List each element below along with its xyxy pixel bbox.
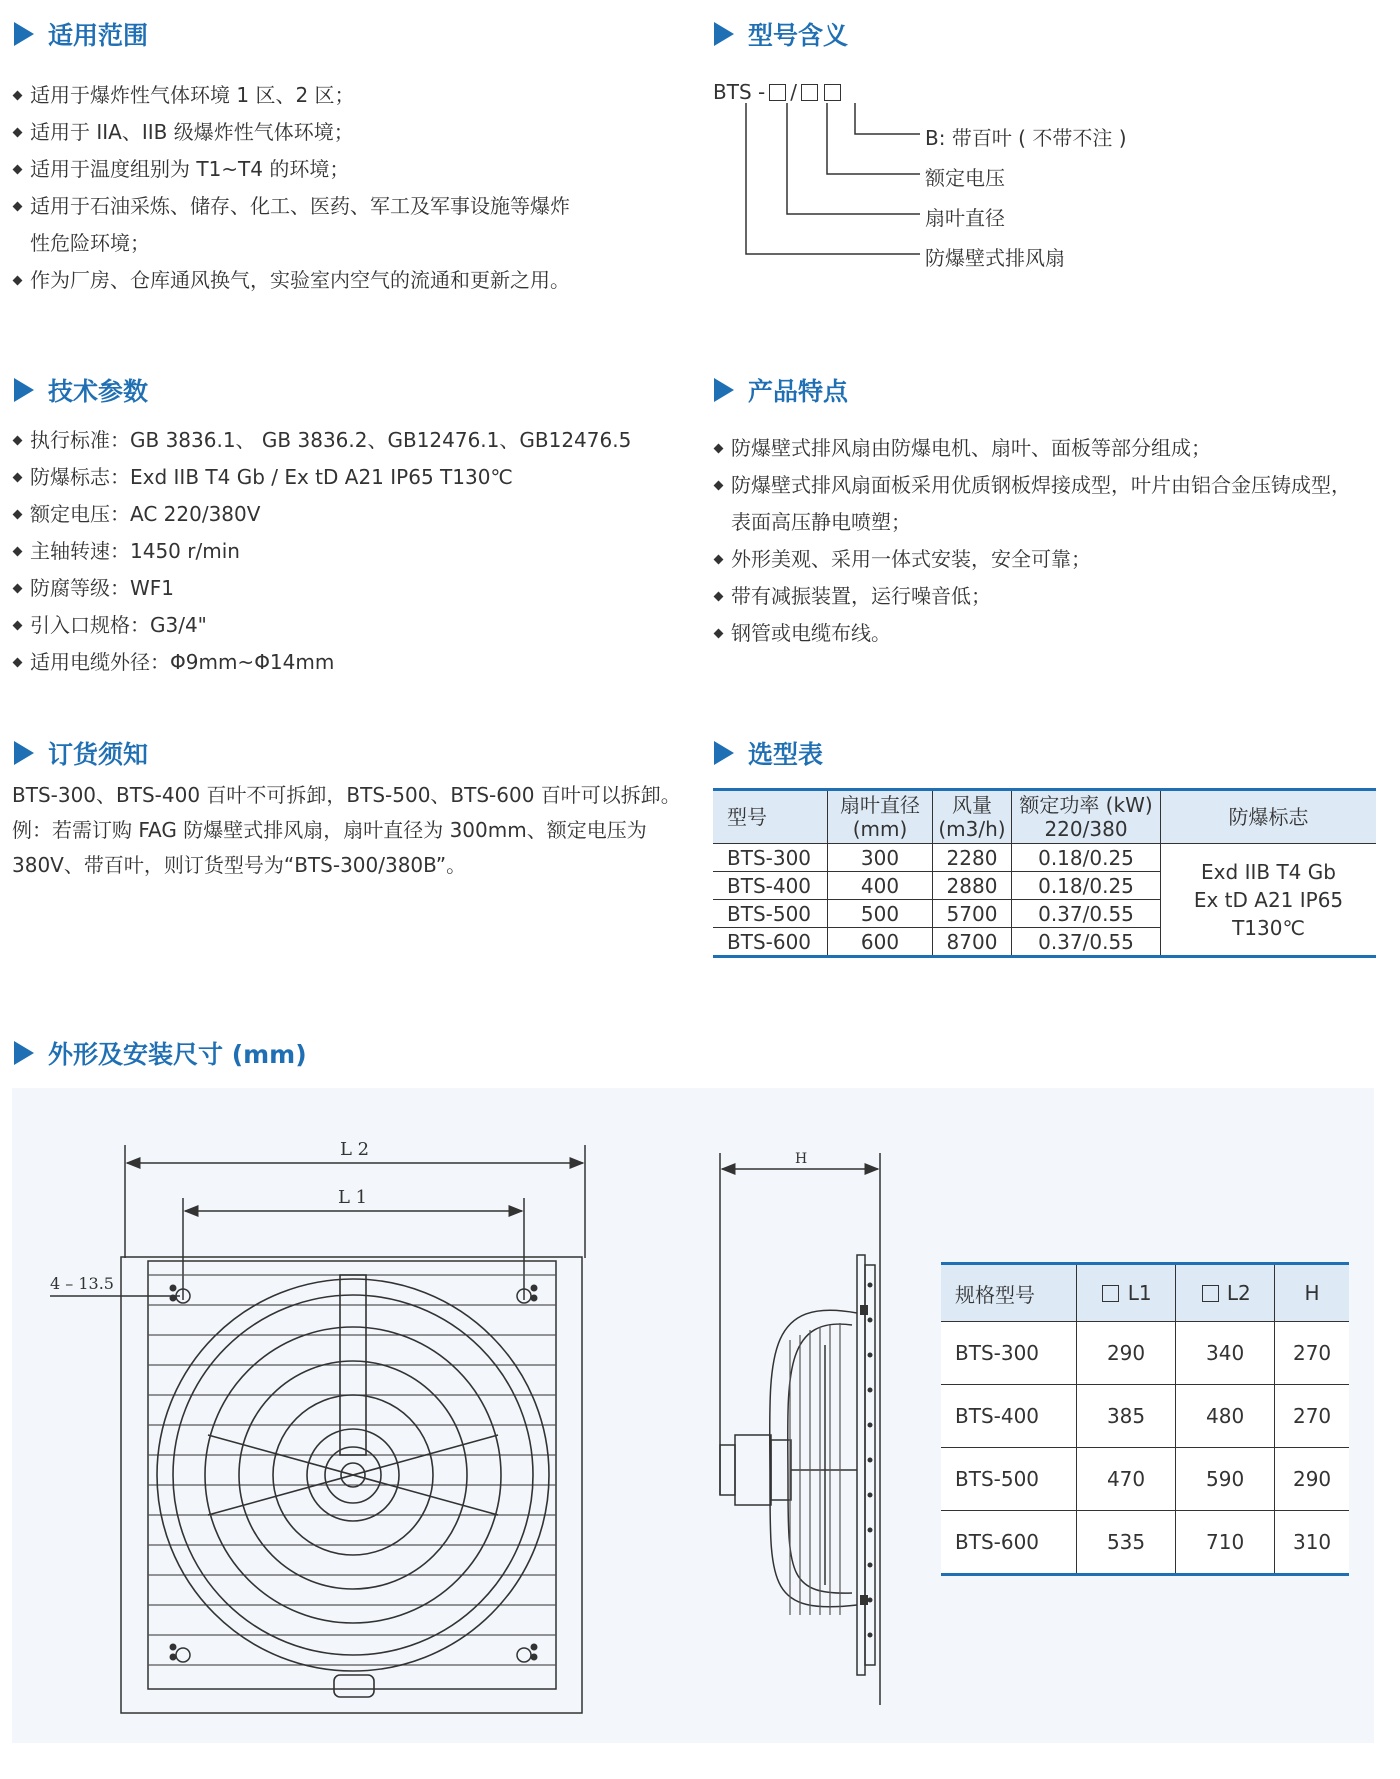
table-cell: 500 bbox=[828, 900, 933, 928]
table-cell: 400 bbox=[828, 872, 933, 900]
louver-lines bbox=[148, 1275, 556, 1665]
table-cell: 5700 bbox=[933, 900, 1012, 928]
table-cell: 0.37/0.55 bbox=[1012, 928, 1161, 957]
table-cell: 710 bbox=[1176, 1511, 1275, 1575]
table-cell: 385 bbox=[1077, 1385, 1176, 1448]
table-cell: 300 bbox=[828, 844, 933, 872]
features-list bbox=[713, 430, 1395, 652]
dimensions-table bbox=[941, 1262, 1349, 1576]
list-item: 额定电压：AC 220/380V bbox=[12, 496, 692, 533]
selection-table bbox=[713, 788, 1376, 958]
placeholder-box-icon bbox=[769, 84, 786, 101]
list-item: 带有减振装置，运行噪音低； bbox=[713, 578, 1395, 615]
tech-list bbox=[12, 422, 692, 681]
order-title: 订货须知 bbox=[48, 740, 149, 769]
table-cell: 535 bbox=[1077, 1511, 1176, 1575]
table-row bbox=[941, 1448, 1349, 1511]
header-exmark: 防爆标志 bbox=[1161, 790, 1377, 844]
list-item: 适用电缆外径：Φ9mm~Φ14mm bbox=[12, 644, 692, 681]
dim-label-h: H bbox=[795, 1151, 808, 1167]
table-cell: 2880 bbox=[933, 872, 1012, 900]
table-cell: BTS-300 bbox=[713, 844, 828, 872]
table-header-row bbox=[941, 1264, 1349, 1322]
list-item: 引入口规格：G3/4" bbox=[12, 607, 692, 644]
triangle-bullet-icon bbox=[14, 1041, 34, 1065]
list-item-continuation: 性危险环境； bbox=[30, 231, 150, 255]
table-cell: BTS-400 bbox=[941, 1385, 1077, 1448]
table-cell: 270 bbox=[1275, 1385, 1349, 1448]
dim-label-l2: L 2 bbox=[340, 1139, 370, 1160]
table-cell: 310 bbox=[1275, 1511, 1349, 1575]
table-cell: 8700 bbox=[933, 928, 1012, 957]
header-h: H bbox=[1275, 1264, 1349, 1322]
triangle-bullet-icon bbox=[714, 22, 734, 46]
exmark-line2: Ex tD A21 IP65 T130℃ bbox=[1193, 887, 1344, 940]
table-cell: 270 bbox=[1275, 1322, 1349, 1385]
list-item: 防爆壁式排风扇由防爆电机、扇叶、面板等部分组成； bbox=[713, 430, 1395, 467]
header-airflow: 风量 (m3/h) bbox=[933, 790, 1012, 844]
fan-guard bbox=[157, 1275, 549, 1697]
list-item: 防腐等级：WF1 bbox=[12, 570, 692, 607]
list-item: 适用于温度组别为 T1~T4 的环境； bbox=[12, 151, 672, 188]
model-title: 型号含义 bbox=[748, 21, 849, 50]
table-cell: BTS-400 bbox=[713, 872, 828, 900]
dimensions-heading bbox=[14, 1035, 307, 1071]
header-l2: L2 bbox=[1176, 1264, 1275, 1322]
table-row bbox=[941, 1511, 1349, 1575]
table-cell: BTS-500 bbox=[713, 900, 828, 928]
table-row bbox=[941, 1322, 1349, 1385]
placeholder-box-icon bbox=[1202, 1285, 1219, 1302]
list-item: 防爆标志：Exd IIB T4 Gb / Ex tD A21 IP65 T130℃ bbox=[12, 459, 692, 496]
list-item: 主轴转速：1450 r/min bbox=[12, 533, 692, 570]
table-cell: 290 bbox=[1077, 1322, 1176, 1385]
table-cell: BTS-300 bbox=[941, 1322, 1077, 1385]
selection-heading bbox=[714, 735, 823, 771]
table-cell: 470 bbox=[1077, 1448, 1176, 1511]
triangle-bullet-icon bbox=[14, 378, 34, 402]
table-row bbox=[941, 1385, 1349, 1448]
table-cell: 590 bbox=[1176, 1448, 1275, 1511]
model-leader-lines bbox=[700, 100, 940, 270]
exmark-line1: Exd IIB T4 Gb bbox=[1201, 859, 1336, 884]
model-slash: / bbox=[790, 80, 797, 104]
exmark-cell bbox=[1161, 844, 1377, 957]
list-item: 钢管或电缆布线。 bbox=[713, 615, 1395, 652]
features-heading bbox=[714, 372, 848, 408]
triangle-bullet-icon bbox=[714, 378, 734, 402]
placeholder-box-icon bbox=[824, 84, 841, 101]
table-cell: 0.18/0.25 bbox=[1012, 844, 1161, 872]
triangle-bullet-icon bbox=[714, 741, 734, 765]
model-prefix: BTS - bbox=[713, 80, 766, 104]
header-model: 型号 bbox=[713, 790, 828, 844]
model-label-diameter: 扇叶直径 bbox=[925, 206, 1005, 230]
triangle-bullet-icon bbox=[14, 22, 34, 46]
header-diameter: 扇叶直径 (mm) bbox=[828, 790, 933, 844]
dimensions-title: 外形及安装尺寸 (mm) bbox=[48, 1040, 307, 1069]
list-item: 外形美观、采用一体式安装，安全可靠； bbox=[713, 541, 1395, 578]
table-cell: 0.18/0.25 bbox=[1012, 872, 1161, 900]
scope-list bbox=[12, 77, 672, 299]
triangle-bullet-icon bbox=[14, 741, 34, 765]
table-cell: 340 bbox=[1176, 1322, 1275, 1385]
list-item-continuation: 表面高压静电喷塑； bbox=[731, 510, 911, 534]
list-item: 适用于爆炸性气体环境 1 区、2 区； bbox=[12, 77, 672, 114]
table-cell: 480 bbox=[1176, 1385, 1275, 1448]
table-cell: 290 bbox=[1275, 1448, 1349, 1511]
model-heading bbox=[714, 16, 848, 52]
model-label-voltage: 额定电压 bbox=[925, 166, 1005, 190]
header-model: 规格型号 bbox=[941, 1264, 1077, 1322]
table-cell: BTS-600 bbox=[941, 1511, 1077, 1575]
table-cell: BTS-500 bbox=[941, 1448, 1077, 1511]
list-item: 执行标准：GB 3836.1、 GB 3836.2、GB12476.1、GB12476.5 bbox=[12, 422, 692, 459]
table-cell: 2280 bbox=[933, 844, 1012, 872]
table-header-row bbox=[713, 790, 1376, 844]
list-item: 作为厂房、仓库通风换气，实验室内空气的流通和更新之用。 bbox=[12, 262, 672, 299]
header-l1: L1 bbox=[1077, 1264, 1176, 1322]
table-cell: 0.37/0.55 bbox=[1012, 900, 1161, 928]
order-text: BTS-300、BTS-400 百叶不可拆卸，BTS-500、BTS-600 百叶可以拆卸。例：若需订购 FAG 防爆壁式排风扇，扇叶直径为 300mm、额定电压为 380V、带百叶，则订货型号为“BTS-300/380B”。 bbox=[12, 783, 681, 877]
table-cell: 600 bbox=[828, 928, 933, 957]
front-view-drawing bbox=[40, 1135, 600, 1725]
list-item: 适用于 IIA、IIB 级爆炸性气体环境； bbox=[12, 114, 672, 151]
table-cell: BTS-600 bbox=[713, 928, 828, 957]
side-view-drawing bbox=[700, 1145, 900, 1715]
features-title: 产品特点 bbox=[748, 377, 849, 406]
scope-heading bbox=[14, 16, 148, 52]
model-label-product: 防爆壁式排风扇 bbox=[925, 246, 1065, 270]
dim-label-l1: L 1 bbox=[338, 1187, 368, 1208]
model-label-louver: B: 带百叶 ( 不带不注 ) bbox=[925, 126, 1127, 150]
table-row bbox=[713, 844, 1376, 872]
placeholder-box-icon bbox=[801, 84, 818, 101]
header-power: 额定功率 (kW) 220/380 bbox=[1012, 790, 1161, 844]
list-item: 适用于石油采炼、储存、化工、医药、军工及军事设施等爆炸 bbox=[12, 188, 672, 225]
dim-label-holes: 4 – 13.5 bbox=[50, 1274, 114, 1293]
order-heading bbox=[14, 735, 148, 771]
placeholder-box-icon bbox=[1102, 1285, 1119, 1302]
selection-title: 选型表 bbox=[748, 740, 824, 769]
scope-title: 适用范围 bbox=[48, 21, 149, 50]
tech-heading bbox=[14, 372, 148, 408]
tech-title: 技术参数 bbox=[48, 377, 149, 406]
list-item: 防爆壁式排风扇面板采用优质钢板焊接成型，叶片由铝合金压铸成型， bbox=[713, 467, 1395, 504]
